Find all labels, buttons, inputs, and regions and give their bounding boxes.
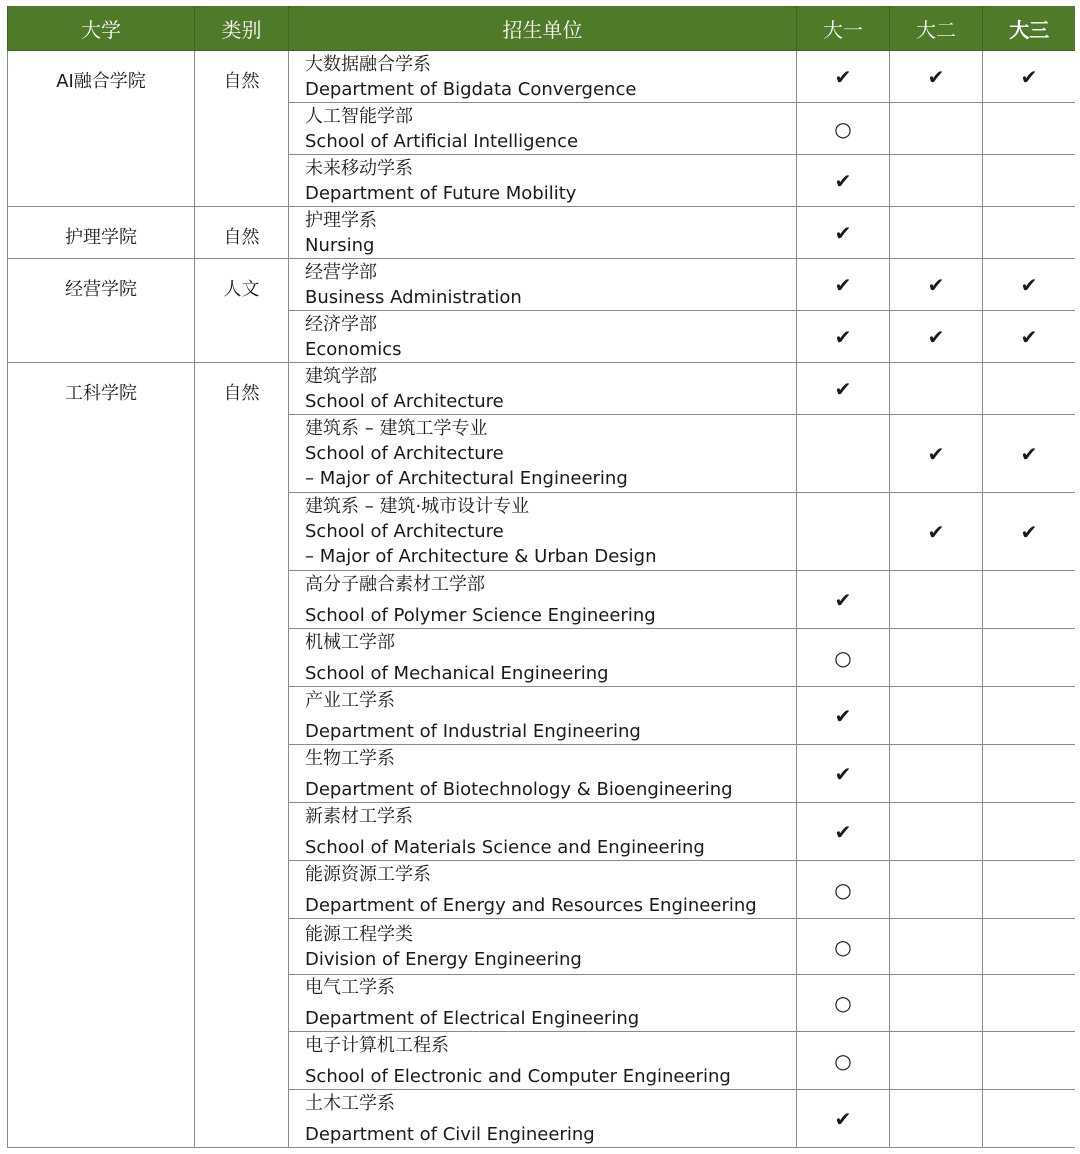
unit-cell [289,363,797,415]
unit-cell [289,207,797,259]
university-cell: 工科学院 [8,363,195,1148]
empty-cell [890,1090,983,1148]
check-icon: ✔ [797,155,890,207]
university-cell: 护理学院 [8,207,195,259]
unit-name-en: Department of Bigdata Convergence [305,78,637,100]
table-body [8,51,1076,1148]
check-icon: ✔ [797,803,890,861]
unit-name-zh: 经营学部 [305,261,377,283]
unit-cell [289,571,797,629]
unit-cell [289,103,797,155]
check-icon: ✔ [983,259,1076,311]
unit-name-zh: 产业工学系 [305,689,395,711]
check-icon: ✔ [797,1090,890,1148]
unit-cell [289,259,797,311]
unit-name-zh: 机械工学部 [305,631,395,653]
unit-cell [289,919,797,975]
check-icon: ✔ [797,207,890,259]
unit-cell [289,861,797,919]
empty-cell [890,155,983,207]
unit-cell [289,745,797,803]
unit-name-zh: 电子计算机工程系 [305,1034,449,1056]
unit-name-en: School of Architecture [305,521,504,542]
check-icon: ✔ [797,687,890,745]
empty-cell [983,861,1076,919]
unit-name-en: Department of Civil Engineering [305,1123,595,1145]
check-icon: ✔ [890,493,983,571]
category-cell: 自然 [195,363,289,1148]
table-row [8,51,1076,103]
unit-cell [289,51,797,103]
admissions-table [7,6,1075,1148]
empty-cell [983,803,1076,861]
unit-cell [289,1090,797,1148]
unit-name-zh: 未来移动学系 [305,157,413,179]
circle-icon: ○ [797,919,890,975]
unit-name-en: Department of Energy and Resources Engineering [305,894,757,916]
empty-cell [890,975,983,1032]
empty-cell [983,1032,1076,1090]
unit-name-zh: 电气工学系 [305,977,395,998]
unit-cell [289,975,797,1032]
header-category: 类别 [195,6,289,51]
table-row [8,259,1076,311]
circle-icon: ○ [797,861,890,919]
empty-cell [890,803,983,861]
admissions-table-container [7,6,1075,1154]
university-cell: 经营学院 [8,259,195,363]
unit-name-zh: 土木工学系 [305,1092,395,1114]
unit-name-zh: 护理学系 [305,209,377,231]
empty-cell [890,745,983,803]
unit-name-zh: 大数据融合学系 [305,53,431,75]
unit-name-en: School of Electronic and Computer Engineering [305,1065,731,1087]
unit-name-en: Nursing [305,234,375,256]
unit-name-en: Department of Electrical Engineering [305,1008,640,1029]
unit-name-en: School of Materials Science and Engineering [305,836,705,858]
unit-cell [289,493,797,571]
empty-cell [890,687,983,745]
empty-cell [890,861,983,919]
empty-cell [983,687,1076,745]
empty-cell [983,571,1076,629]
unit-cell [289,155,797,207]
category-cell: 自然 [195,51,289,207]
empty-cell [983,207,1076,259]
unit-name-zh: 能源工程学类 [305,923,413,945]
unit-cell [289,311,797,363]
check-icon: ✔ [983,415,1076,493]
empty-cell [890,103,983,155]
header-year1: 大一 [797,6,890,51]
check-icon: ✔ [983,493,1076,571]
check-icon: ✔ [983,311,1076,363]
check-icon: ✔ [890,311,983,363]
empty-cell [983,919,1076,975]
unit-cell [289,415,797,493]
empty-cell [983,155,1076,207]
empty-cell [983,975,1076,1032]
check-icon: ✔ [797,259,890,311]
empty-cell [890,571,983,629]
unit-name-zh: 经济学部 [305,313,377,335]
unit-name-en: – Major of Architectural Engineering [305,468,628,489]
check-icon: ✔ [890,415,983,493]
header-university: 大学 [8,6,195,51]
university-cell: AI融合学院 [8,51,195,207]
unit-cell [289,803,797,861]
unit-name-zh: 能源资源工学系 [305,863,431,885]
category-cell: 自然 [195,207,289,259]
empty-cell [890,919,983,975]
empty-cell [983,103,1076,155]
unit-name-en: Economics [305,338,402,360]
unit-name-zh: 建筑学部 [305,365,377,387]
check-icon: ✔ [890,51,983,103]
circle-icon: ○ [797,629,890,687]
unit-name-en: Department of Biotechnology & Bioengineering [305,778,733,800]
check-icon: ✔ [797,745,890,803]
circle-icon: ○ [797,103,890,155]
table-row [8,363,1076,415]
unit-name-en: Department of Industrial Engineering [305,720,641,742]
unit-name-en: School of Mechanical Engineering [305,662,609,684]
circle-icon: ○ [797,1032,890,1090]
unit-name-en: School of Architecture [305,390,504,412]
unit-cell [289,1032,797,1090]
unit-name-en: Division of Energy Engineering [305,948,582,970]
unit-name-zh: 人工智能学部 [305,105,413,127]
table-header [8,6,1076,51]
check-icon: ✔ [890,259,983,311]
unit-name-en: Business Administration [305,286,522,308]
unit-name-en: – Major of Architecture & Urban Design [305,546,657,567]
unit-name-zh: 生物工学系 [305,747,395,769]
empty-cell [983,745,1076,803]
unit-name-en: Department of Future Mobility [305,182,577,204]
check-icon: ✔ [797,363,890,415]
header-year3: 大三 [983,6,1076,51]
empty-cell [797,415,890,493]
empty-cell [890,207,983,259]
unit-cell [289,629,797,687]
check-icon: ✔ [797,51,890,103]
unit-name-zh: 新素材工学系 [305,805,413,827]
check-icon: ✔ [983,51,1076,103]
unit-name-zh: 建筑系 – 建筑·城市设计专业 [305,496,530,517]
empty-cell [890,363,983,415]
check-icon: ✔ [797,571,890,629]
empty-cell [983,363,1076,415]
empty-cell [983,629,1076,687]
unit-cell [289,687,797,745]
category-cell: 人文 [195,259,289,363]
unit-name-en: School of Artificial Intelligence [305,130,579,152]
unit-name-zh: 高分子融合素材工学部 [305,573,485,595]
unit-name-en: School of Polymer Science Engineering [305,604,656,626]
empty-cell [797,493,890,571]
empty-cell [890,629,983,687]
empty-cell [890,1032,983,1090]
table-row [8,207,1076,259]
unit-name-en: School of Architecture [305,443,504,464]
unit-name-zh: 建筑系 – 建筑工学专业 [305,418,488,439]
check-icon: ✔ [797,311,890,363]
header-year2: 大二 [890,6,983,51]
circle-icon: ○ [797,975,890,1032]
empty-cell [983,1090,1076,1148]
header-unit: 招生单位 [289,6,797,51]
